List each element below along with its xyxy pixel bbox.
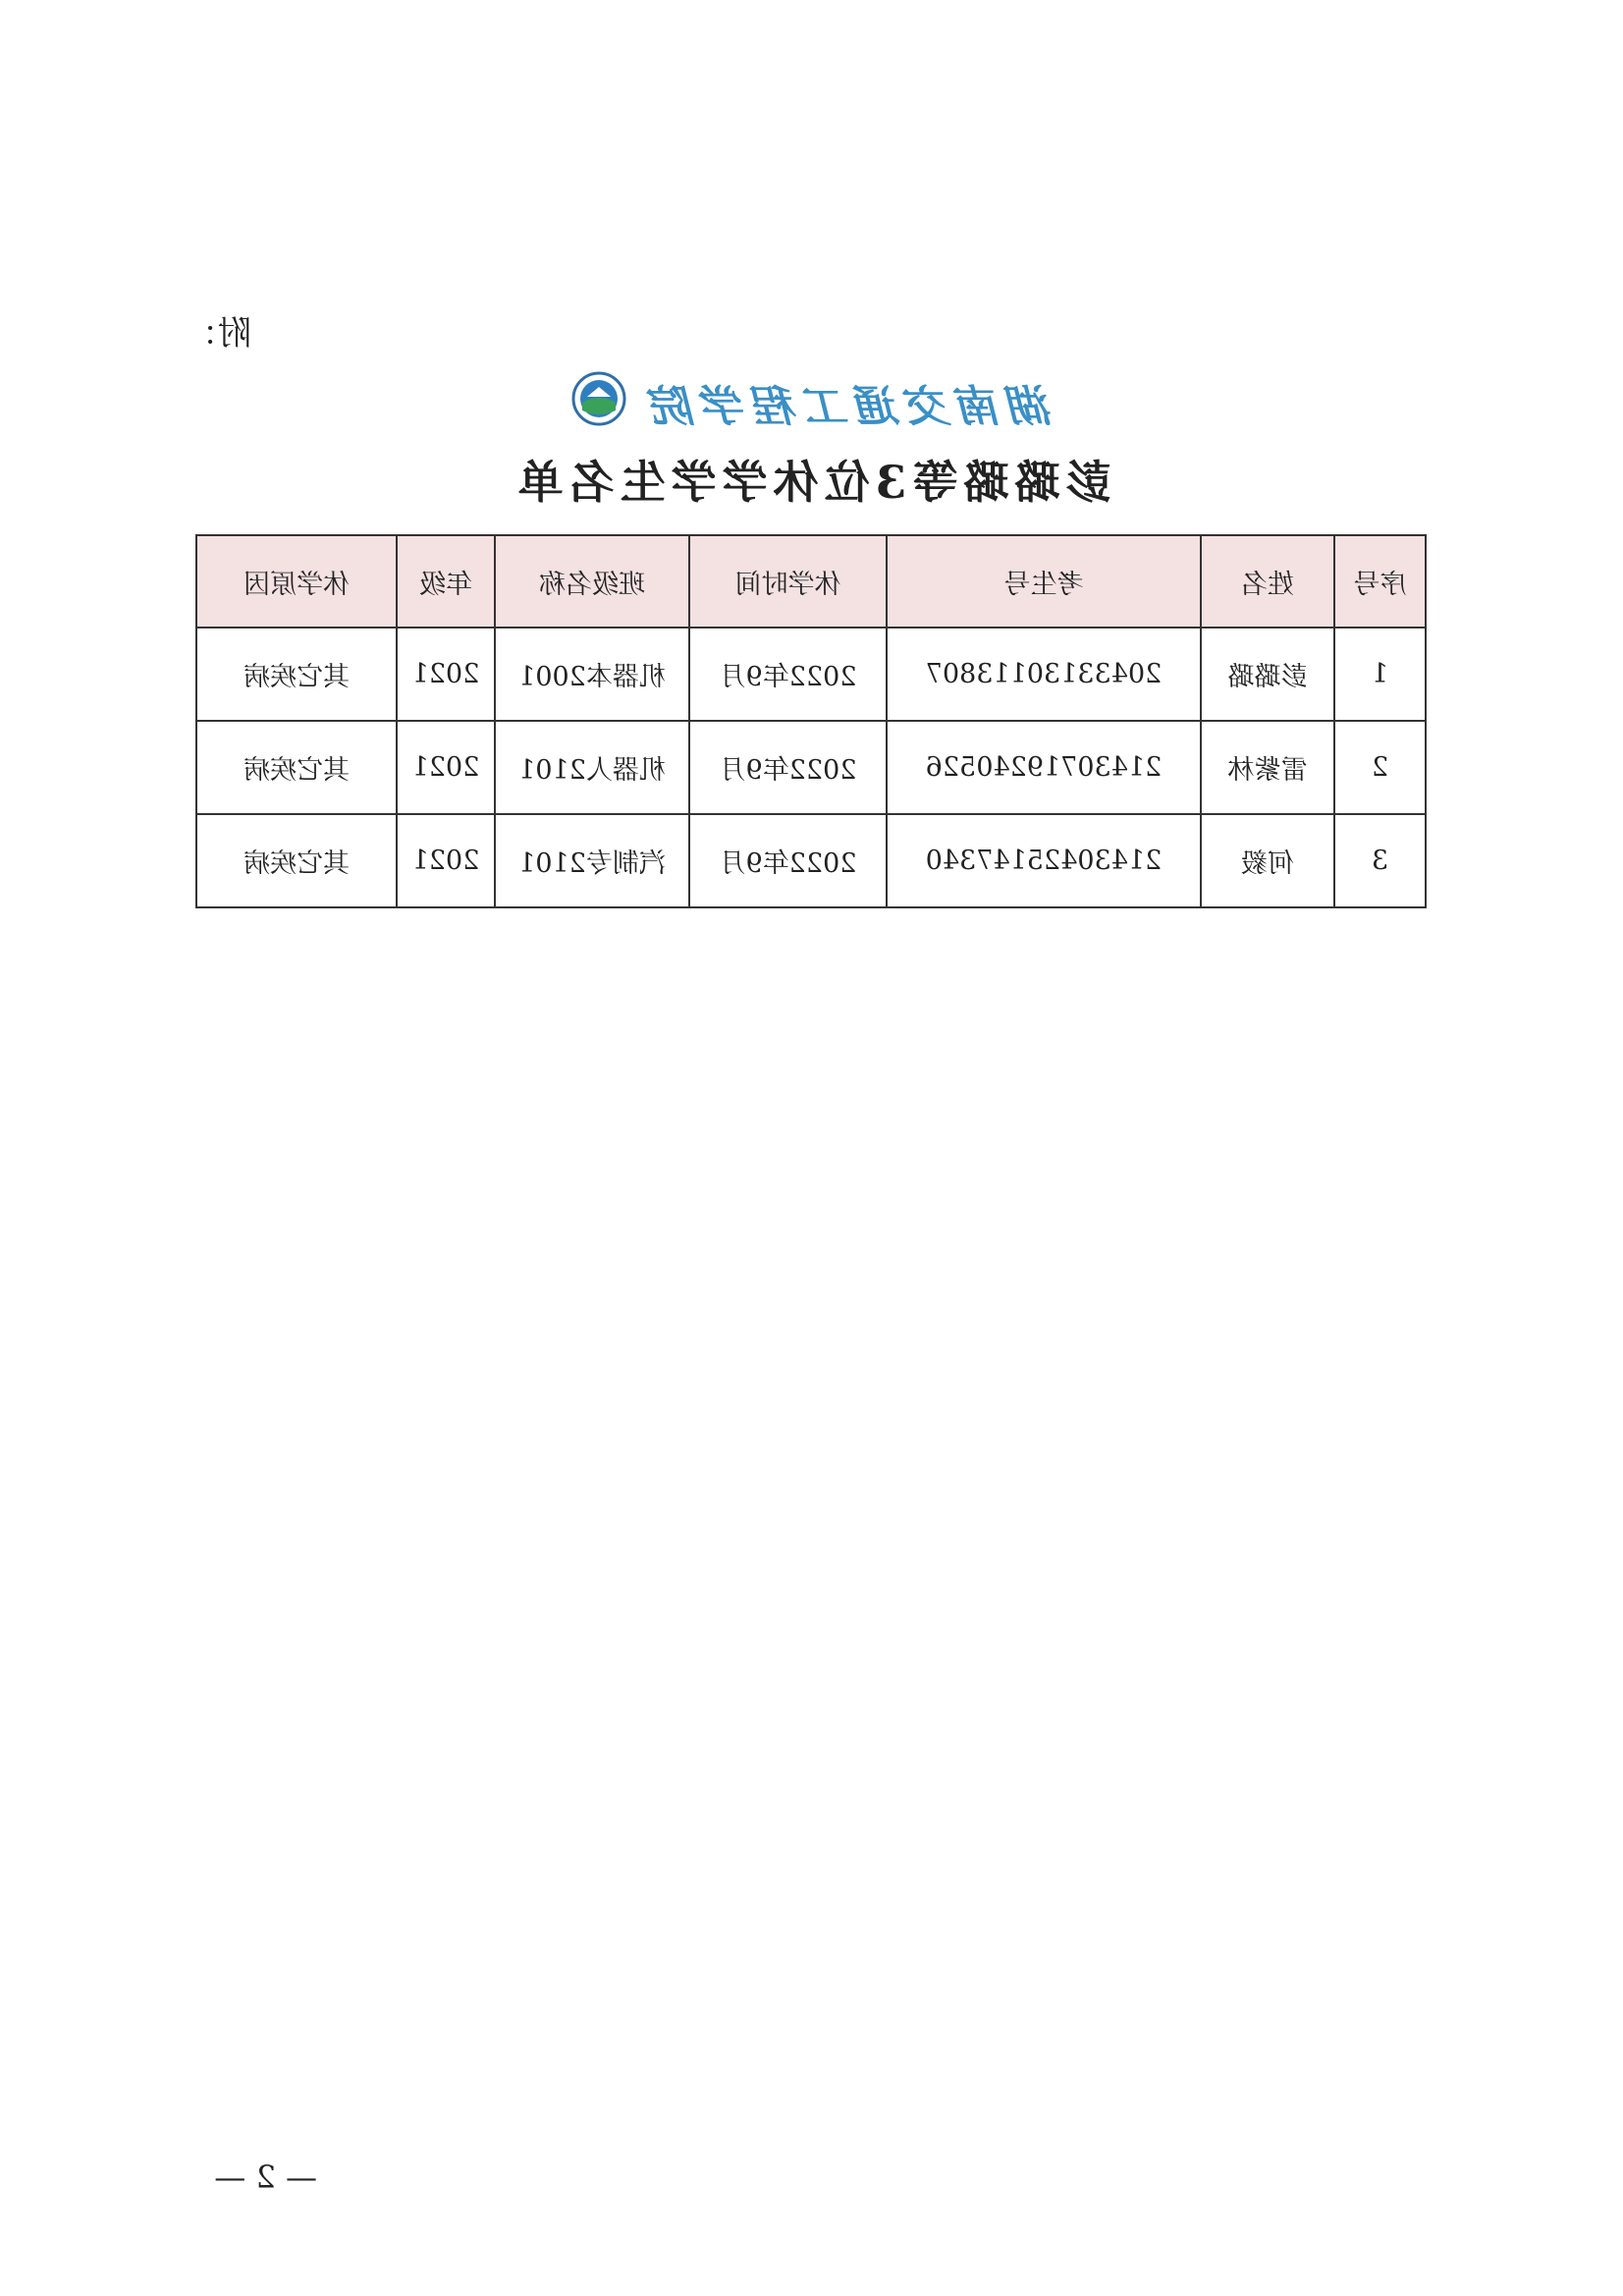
cell-index: 2: [1334, 721, 1426, 814]
cell-reason: 其它疾病: [196, 628, 397, 721]
cell-reason: 其它疾病: [196, 721, 397, 814]
cell-exam-number: 20433130113807: [887, 628, 1201, 721]
col-header-name: 姓名: [1201, 535, 1334, 628]
school-logo: [568, 371, 1054, 432]
cell-exam-number: 21430425147340: [887, 814, 1201, 907]
page-title: 彭璐璐等3位休学学生名单: [512, 456, 1111, 509]
cell-name: 雷紫林: [1201, 721, 1334, 814]
cell-suspension-time: 2022年9月: [689, 814, 887, 907]
col-header-class-name: 班级名称: [495, 535, 689, 628]
cell-name: 何毅: [1201, 814, 1334, 907]
cell-class-name: 汽制专2101: [495, 814, 689, 907]
table-row: [196, 814, 1426, 907]
suspension-table: [195, 534, 1427, 908]
col-header-suspension-time: 休学时间: [689, 535, 887, 628]
cell-reason: 其它疾病: [196, 814, 397, 907]
cell-index: 3: [1334, 814, 1426, 907]
cell-class-name: 机器人2101: [495, 721, 689, 814]
cell-grade: 2021: [397, 628, 495, 721]
school-logo-text: 湖南交通工程学院: [645, 382, 1054, 432]
school-emblem-icon: [571, 371, 626, 426]
col-header-reason: 休学原因: [196, 535, 397, 628]
cell-grade: 2021: [397, 814, 495, 907]
page-number: — 2 —: [214, 2159, 317, 2196]
table-row: [196, 628, 1426, 721]
table-row: [196, 721, 1426, 814]
col-header-index: 序号: [1334, 535, 1426, 628]
col-header-grade: 年级: [397, 535, 495, 628]
attachment-label: 附：: [185, 314, 251, 354]
cell-suspension-time: 2022年9月: [689, 628, 887, 721]
cell-name: 彭璐璐: [1201, 628, 1334, 721]
col-header-exam-number: 考生号: [887, 535, 1201, 628]
cell-class-name: 机器本2001: [495, 628, 689, 721]
table-header-row: [196, 535, 1426, 628]
cell-exam-number: 21430719240526: [887, 721, 1201, 814]
cell-index: 1: [1334, 628, 1426, 721]
cell-suspension-time: 2022年9月: [689, 721, 887, 814]
cell-grade: 2021: [397, 721, 495, 814]
